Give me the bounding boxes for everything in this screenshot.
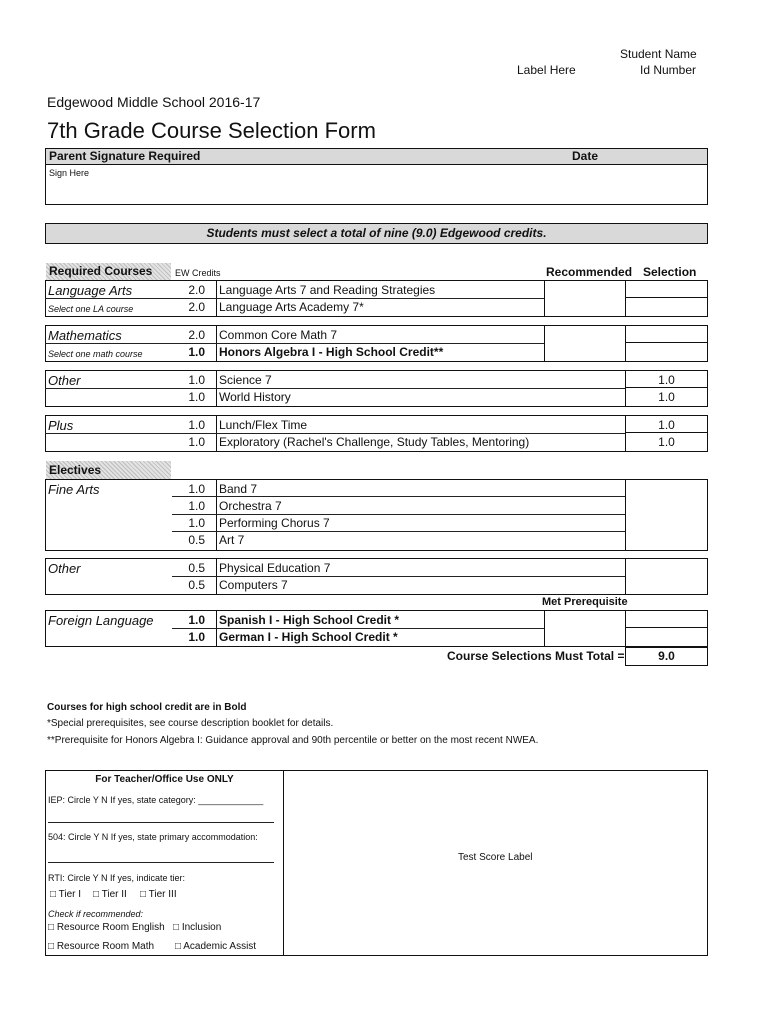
language-arts-note: Select one LA course — [48, 304, 134, 314]
iep-line[interactable]: IEP: Circle Y N If yes, state category: _____________ — [48, 795, 264, 805]
inclusion-checkbox[interactable]: □ Inclusion — [173, 922, 222, 933]
plus-course-2: Exploratory (Rachel's Challenge, Study Tables, Mentoring) — [219, 435, 530, 449]
other-credit-2: 1.0 — [188, 390, 205, 404]
elective-other-selection-box[interactable] — [625, 558, 708, 595]
math-course-2: Honors Algebra I - High School Credit** — [219, 345, 444, 359]
math-course-1: Common Core Math 7 — [219, 328, 338, 342]
selection-heading: Selection — [643, 265, 697, 279]
id-number-label: Id Number — [640, 63, 697, 77]
la-recommended-box[interactable] — [544, 280, 627, 317]
fl-selection-box-2[interactable] — [625, 627, 708, 647]
math-selection-box-2[interactable] — [625, 342, 708, 362]
plus-course-1: Lunch/Flex Time — [219, 418, 308, 432]
math-credit-1: 2.0 — [188, 328, 205, 342]
note-honors-prereq: **Prerequisite for Honors Algebra I: Guidance approval and 90th percentile or better on the most recent NWEA. — [47, 735, 539, 746]
other-selection-value-2: 1.0 — [658, 390, 675, 404]
plus-selection-value-1: 1.0 — [658, 418, 675, 432]
school-year: Edgewood Middle School 2016-17 — [47, 94, 261, 110]
fl-credit-1: 1.0 — [188, 613, 205, 627]
note-special-prereq: *Special prerequisites, see course description booklet for details. — [47, 718, 334, 729]
other-course-2: World History — [219, 390, 291, 404]
other-selection-value-1: 1.0 — [658, 373, 675, 387]
foreign-language-label: Foreign Language — [48, 613, 154, 628]
fl-course-1: Spanish I - High School Credit * — [219, 613, 400, 627]
math-recommended-box[interactable] — [544, 325, 627, 362]
recommended-heading: Recommended — [546, 265, 633, 279]
page-title: 7th Grade Course Selection Form — [47, 118, 376, 143]
ew-credits-heading: EW Credits — [175, 268, 221, 278]
rti-line[interactable]: RTI: Circle Y N If yes, indicate tier: — [48, 873, 186, 883]
date-label: Date — [572, 149, 599, 163]
language-arts-label: Language Arts — [48, 283, 133, 298]
plus-label: Plus — [48, 418, 74, 433]
total-label: Course Selections Must Total = — [447, 649, 625, 663]
other-label: Other — [48, 373, 81, 388]
sign-here-field[interactable]: Sign Here — [49, 168, 90, 178]
eo-credit-2: 0.5 — [188, 578, 205, 592]
required-courses-heading: Required Courses — [49, 264, 153, 278]
academic-assist-checkbox[interactable]: □ Academic Assist — [175, 941, 257, 952]
parent-signature-label: Parent Signature Required — [49, 149, 201, 163]
la-course-1: Language Arts 7 and Reading Strategies — [219, 283, 436, 297]
fa-course-3: Performing Chorus 7 — [219, 516, 330, 530]
other-credit-1: 1.0 — [188, 373, 205, 387]
office-title: For Teacher/Office Use ONLY — [95, 774, 234, 785]
math-credit-2: 1.0 — [188, 345, 205, 359]
fine-arts-label: Fine Arts — [48, 482, 100, 497]
plus-credit-2: 1.0 — [188, 435, 205, 449]
la-selection-box-2[interactable] — [625, 297, 708, 317]
tier-1-checkbox[interactable]: □ Tier I — [50, 889, 82, 900]
fa-credit-3: 1.0 — [188, 516, 205, 530]
other-course-1: Science 7 — [219, 373, 272, 387]
eo-credit-1: 0.5 — [188, 561, 205, 575]
fine-arts-group — [45, 479, 708, 551]
credits-notice: Students must select a total of nine (9.0) Edgewood credits. — [206, 226, 547, 240]
elective-other-label: Other — [48, 561, 81, 576]
fine-arts-selection-box[interactable] — [625, 479, 708, 551]
label-here: Label Here — [517, 63, 576, 77]
eo-course-2: Computers 7 — [219, 578, 288, 592]
la-credit-1: 2.0 — [188, 283, 205, 297]
s504-line[interactable]: 504: Circle Y N If yes, state primary accommodation: — [48, 832, 258, 842]
plus-credit-1: 1.0 — [188, 418, 205, 432]
la-credit-2: 2.0 — [188, 300, 205, 314]
total-value: 9.0 — [658, 649, 675, 663]
resource-room-math-checkbox[interactable]: □ Resource Room Math — [48, 941, 155, 952]
tier-3-checkbox[interactable]: □ Tier III — [140, 889, 177, 900]
test-score-label: Test Score Label — [458, 852, 533, 863]
fl-course-2: German I - High School Credit * — [219, 630, 398, 644]
la-course-2: Language Arts Academy 7* — [219, 300, 364, 314]
mathematics-note: Select one math course — [48, 349, 143, 359]
electives-heading: Electives — [49, 463, 102, 477]
tier-2-checkbox[interactable]: □ Tier II — [93, 889, 127, 900]
fa-credit-1: 1.0 — [188, 482, 205, 496]
student-name-label: Student Name — [620, 47, 697, 61]
note-bold: Courses for high school credit are in Bold — [47, 702, 247, 713]
fl-credit-2: 1.0 — [188, 630, 205, 644]
eo-course-1: Physical Education 7 — [219, 561, 331, 575]
fa-credit-4: 0.5 — [188, 533, 205, 547]
fa-course-1: Band 7 — [219, 482, 258, 496]
mathematics-label: Mathematics — [48, 328, 122, 343]
fa-course-4: Art 7 — [219, 533, 245, 547]
resource-room-english-checkbox[interactable]: □ Resource Room English — [48, 922, 165, 933]
fl-prerequisite-box[interactable] — [544, 610, 627, 647]
fa-course-2: Orchestra 7 — [219, 499, 282, 513]
met-prerequisite-heading: Met Prerequisite — [542, 596, 628, 608]
plus-selection-value-2: 1.0 — [658, 435, 675, 449]
fa-credit-2: 1.0 — [188, 499, 205, 513]
check-if-recommended: Check if recommended: — [48, 909, 144, 919]
